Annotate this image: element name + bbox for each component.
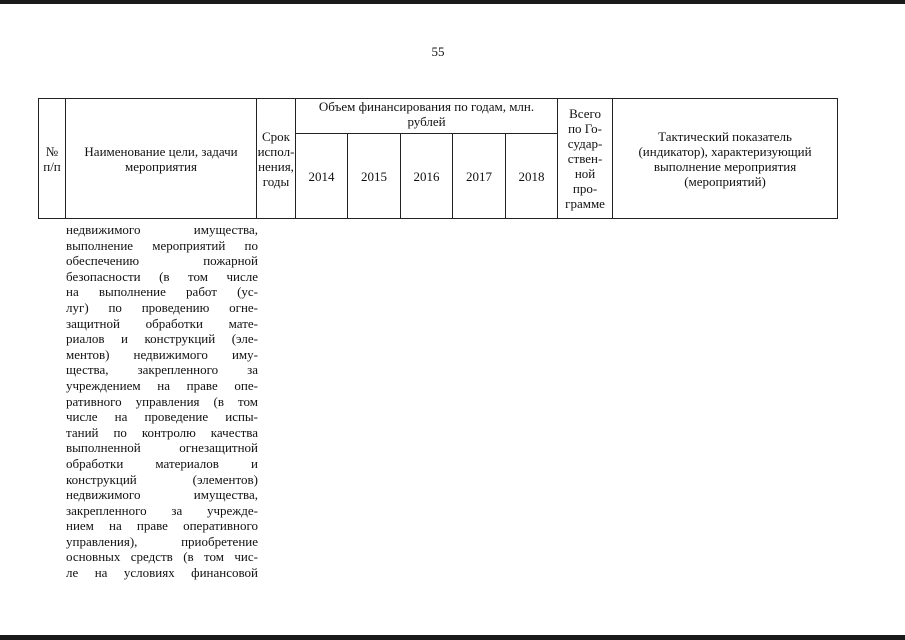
text-line: нием на праве оперативного (66, 518, 258, 534)
header-year: 2017 (453, 134, 506, 219)
text-line: конструкций (элементов) (66, 471, 258, 487)
text-line: учреждением на праве опе- (66, 377, 258, 393)
header-indicator: Тактический показатель (индикатор), характеризующий выполнение мероприятия (мероприятий) (613, 99, 838, 219)
text-line: щества, закрепленного за (66, 362, 258, 378)
text-line: таний по контролю качества (66, 424, 258, 440)
text-line: риалов и конструкций (эле- (66, 331, 258, 347)
header-year: 2014 (296, 134, 348, 219)
text-line: обработки материалов и (66, 455, 258, 471)
text-line: управления), приобретение (66, 533, 258, 549)
text-line: обеспечению пожарной (66, 253, 258, 269)
header-year: 2015 (348, 134, 401, 219)
text-line: недвижимого имущества, (66, 487, 258, 503)
header-year: 2018 (506, 134, 558, 219)
text-line: защитной обработки мате- (66, 315, 258, 331)
header-funding: Объем финансирования по годам, млн. рублей (296, 99, 558, 134)
header-term: Срок испол- нения, годы (257, 99, 296, 219)
text-line: числе на проведение испы- (66, 409, 258, 425)
header-name: Наименование цели, задачи мероприятия (66, 99, 257, 219)
table-header (38, 98, 838, 219)
page-number: 55 (431, 44, 445, 59)
text-line: выполнение мероприятий по (66, 237, 258, 253)
text-line: основных средств (в том чис- (66, 549, 258, 565)
top-border-line (0, 0, 905, 4)
text-line: ративного управления (в том (66, 393, 258, 409)
header-num: № п/п (39, 99, 66, 219)
text-line: закрепленного за учрежде- (66, 502, 258, 518)
bottom-border-line (0, 635, 905, 640)
text-line: безопасности (в том числе (66, 268, 258, 284)
text-line: ментов) недвижимого иму- (66, 346, 258, 362)
text-line: недвижимого имущества, (66, 222, 258, 237)
text-line: выполненной огнезащитной (66, 440, 258, 456)
activity-description (66, 222, 258, 581)
text-line: луг) по проведению огне- (66, 299, 258, 315)
text-line: ле на условиях финансовой (66, 565, 258, 581)
header-year: 2016 (401, 134, 453, 219)
text-line: на выполнение работ (ус- (66, 284, 258, 300)
header-total: Всего по Го- судар- ствен- ной про- грамме (558, 99, 613, 219)
